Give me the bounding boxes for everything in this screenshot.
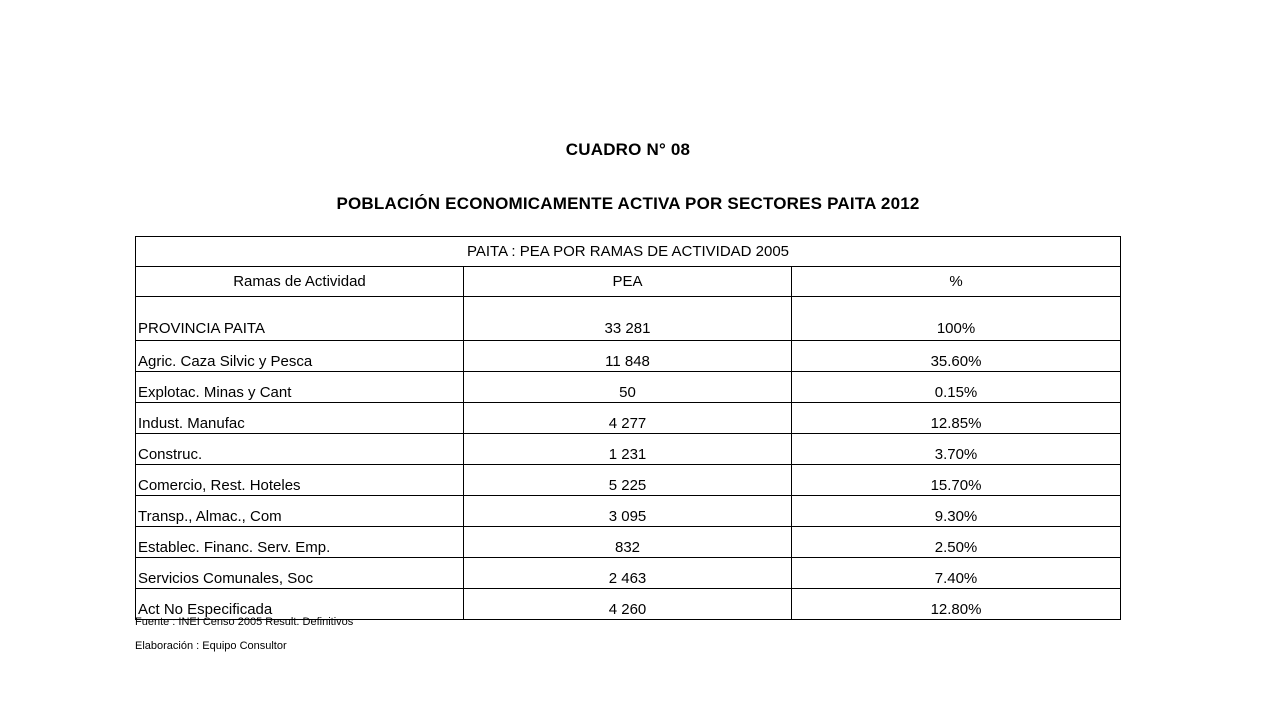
- cell-rama: Explotac. Minas y Cant: [136, 372, 464, 403]
- column-header-percent: %: [792, 267, 1121, 297]
- cell-pea: 5 225: [464, 465, 792, 496]
- table-row: [136, 496, 1121, 527]
- table-header-row: [136, 267, 1121, 297]
- cell-rama: Agric. Caza Silvic y Pesca: [136, 341, 464, 372]
- cell-rama: Establec. Financ. Serv. Emp.: [136, 527, 464, 558]
- document-title: POBLACIÓN ECONOMICAMENTE ACTIVA POR SECTORES PAITA 2012: [336, 194, 920, 213]
- cell-percent: 35.60%: [792, 341, 1121, 372]
- table-row-total: [136, 297, 1121, 341]
- cell-rama: Comercio, Rest. Hoteles: [136, 465, 464, 496]
- cell-pea: 832: [464, 527, 792, 558]
- cell-percent: 12.85%: [792, 403, 1121, 434]
- cell-pea: 4 277: [464, 403, 792, 434]
- cell-percent: 0.15%: [792, 372, 1121, 403]
- cell-pea: 2 463: [464, 558, 792, 589]
- cell-pea: 50: [464, 372, 792, 403]
- table-row: [136, 403, 1121, 434]
- table-row: [136, 372, 1121, 403]
- table-row: [136, 465, 1121, 496]
- source-note: Fuente : INEI Censo 2005 Result. Definitivos: [135, 616, 354, 628]
- cell-rama: Transp., Almac., Com: [136, 496, 464, 527]
- pea-table: [135, 236, 1121, 620]
- cell-percent: 9.30%: [792, 496, 1121, 527]
- cell-rama: Servicios Comunales, Soc: [136, 558, 464, 589]
- table-row: [136, 558, 1121, 589]
- cell-percent: 7.40%: [792, 558, 1121, 589]
- cell-percent: 3.70%: [792, 434, 1121, 465]
- cell-pea: 4 260: [464, 589, 792, 620]
- table-row: [136, 527, 1121, 558]
- column-header-ramas: Ramas de Actividad: [136, 267, 464, 297]
- cell-percent: 15.70%: [792, 465, 1121, 496]
- column-header-pea: PEA: [464, 267, 792, 297]
- cell-rama: Construc.: [136, 434, 464, 465]
- cell-pea: 1 231: [464, 434, 792, 465]
- table-number-heading: CUADRO N° 08: [565, 140, 691, 159]
- cell-pea: 33 281: [464, 297, 792, 341]
- table-row: [136, 341, 1121, 372]
- cell-rama: PROVINCIA PAITA: [136, 297, 464, 341]
- table-caption-row: [136, 237, 1121, 267]
- table-caption: PAITA : PEA POR RAMAS DE ACTIVIDAD 2005: [136, 237, 1121, 267]
- cell-pea: 3 095: [464, 496, 792, 527]
- cell-pea: 11 848: [464, 341, 792, 372]
- table-row: [136, 589, 1121, 620]
- cell-percent: 2.50%: [792, 527, 1121, 558]
- cell-rama: Indust. Manufac: [136, 403, 464, 434]
- prepared-by-note: Elaboración : Equipo Consultor: [135, 640, 287, 652]
- cell-percent: 12.80%: [792, 589, 1121, 620]
- cell-rama: Act No Especificada: [136, 589, 464, 620]
- cell-percent: 100%: [792, 297, 1121, 341]
- table-row: [136, 434, 1121, 465]
